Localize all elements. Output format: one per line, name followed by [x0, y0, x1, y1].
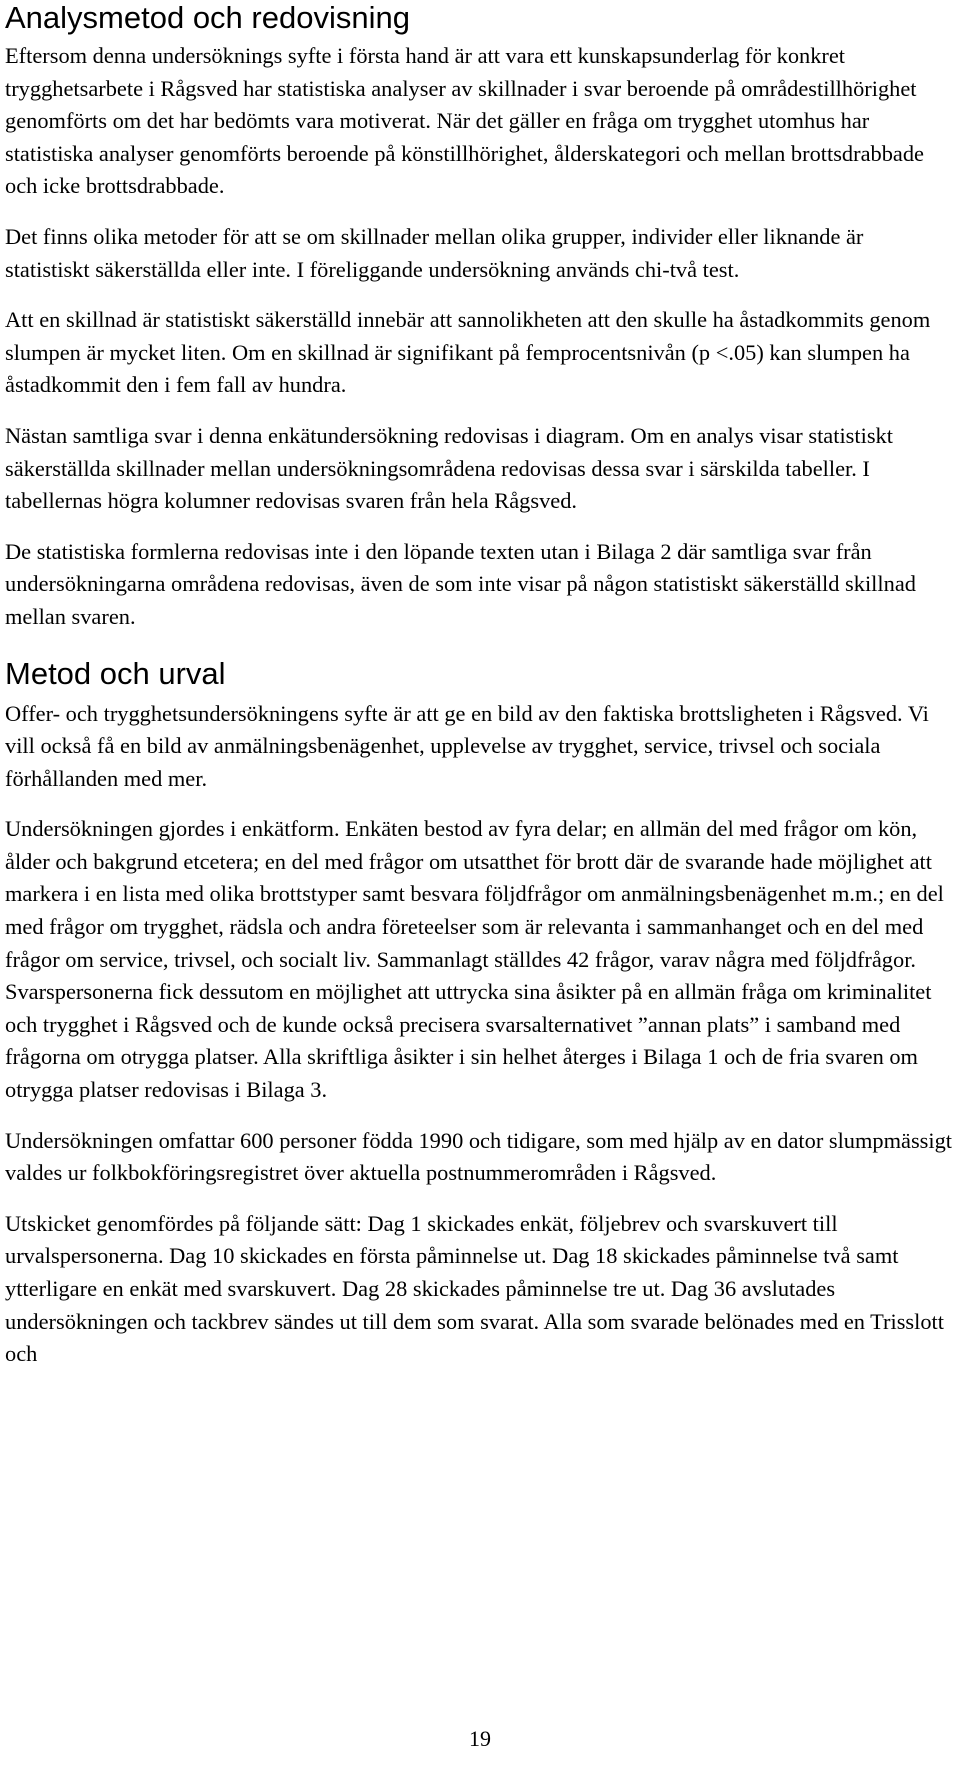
body-paragraph: Undersökningen omfattar 600 personer födda 1990 och tidigare, som med hjälp av en dator slumpmässigt valdes ur folkbokföringsregistret över aktuella postnummerområden i Rågsved. [5, 1127, 953, 1186]
body-paragraph: Offer- och trygghetsundersökningens syfte är att ge en bild av den faktiska brottsligheten i Rågsved. Vi vill också få en bild av anmälningsbenägenhet, upplevelse av trygghet, service, trivsel och sociala förhållanden med mer. [5, 700, 929, 791]
body-paragraph: Nästan samtliga svar i denna enkätundersökning redovisas i diagram. Om en analys visar statistiskt säkerställda skillnader mellan undersökningsområdena redovisas dessa svar i särskilda tabeller. I tabellernas högra kolumner redovisas svaren från hela Rågsved. [5, 422, 893, 514]
body-paragraph: Eftersom denna undersöknings syfte i första hand är att vara ett kunskapsunderlag för konkret trygghetsarbete i Rågsved har statistiska analyser av skillnader i svar beroende på områdestillhörighet genomförts om det har bedömts vara motiverat. När det gäller en fråga om trygghet utomhus har statistiska analyser genomförts beroende på könstillhörighet, ålderskategori och mellan brottsdrabbade och icke brottsdrabbade. [5, 43, 924, 199]
section-heading: Analysmetod och redovisning [5, 0, 410, 35]
body-paragraph: Att en skillnad är statistiskt säkerställd innebär att sannolikheten att den skulle ha åstadkommits genom slumpen är mycket liten. Om en skillnad är signifikant på femprocentsnivån (p <.05) kan slumpen ha åstadkommit den i fem fall av hundra. [5, 307, 931, 398]
body-paragraph: De statistiska formlerna redovisas inte i den löpande texten utan i Bilaga 2 där samtliga svar från undersökningarna områdena redovisas, även de som inte visar på någon statistiskt säkerställd skillnad mellan svaren. [5, 538, 916, 629]
page-number: 19 [469, 1726, 491, 1751]
body-paragraph: Det finns olika metoder för att se om skillnader mellan olika grupper, individer eller liknande är statistiskt säkerställda eller inte. I föreliggande undersökning används chi-två test. [5, 223, 864, 282]
document-page [5, 0, 953, 1389]
body-paragraph: Undersökningen gjordes i enkätform. Enkäten bestod av fyra delar; en allmän del med frågor om kön, ålder och bakgrund etcetera; en del med frågor om utsatthet för brott där de svarande hade möjlighet att markera i en lista med olika brottstyper samt besvara följdfrågor om anmälningsbenägenhet m.m.; en del med frågor om trygghet, rädsla och andra företeelser som är relevanta i sammanhanget och en del med frågor om service, trivsel, och socialt liv. Sammanlagt ställdes 42 frågor, varav några med följdfrågor. Svarspersonerna fick dessutom en möjlighet att uttrycka sina åsikter på en allmän fråga om kriminalitet och trygghet i Rågsved och de kunde också precisera svarsalternativet ”annan plats” i samband med frågorna om otrygga platser. Alla skriftliga åsikter i sin helhet återges i Bilaga 1 och de fria svaren om otrygga platser redovisas i Bilaga 3. [5, 816, 944, 1103]
section-heading: Metod och urval [5, 655, 226, 691]
body-paragraph: Utskicket genomfördes på följande sätt: Dag 1 skickades enkät, följebrev och svarskuvert till urvalspersonerna. Dag 10 skickades en första påminnelse ut. Dag 18 skickades påminnelse två samt ytterligare en enkät med svarskuvert. Dag 28 skickades påminnelse tre ut. Dag 36 avslutades undersökningen och tackbrev sändes ut till dem som svarat. Alla som svarade belönades med en Trisslott och [5, 1210, 944, 1367]
